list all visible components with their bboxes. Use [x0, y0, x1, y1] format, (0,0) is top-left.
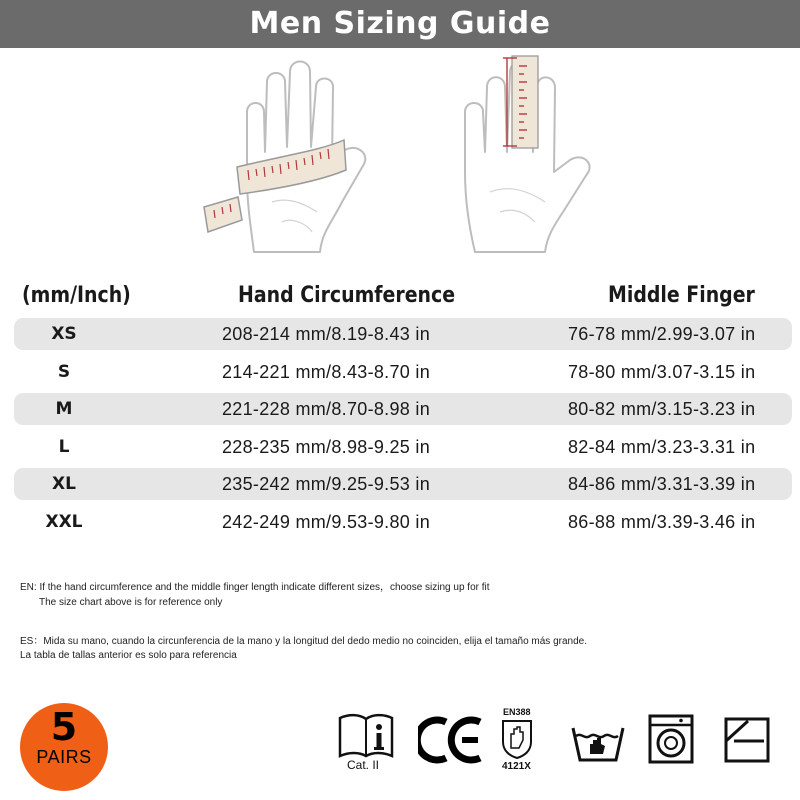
size-label: XXL: [45, 511, 83, 532]
unit-header: (mm/Inch): [22, 283, 131, 308]
finger-value: 86-88 mm/3.39-3.46 in: [568, 511, 756, 532]
finger-value: 76-78 mm/2.99-3.07 in: [568, 324, 756, 344]
note-english-reference: The size chart above is for reference only: [39, 597, 223, 608]
tumble-dry-icon: [724, 717, 770, 763]
note-spanish-reference: La tabla de tallas anterior es solo para referencia: [20, 650, 237, 661]
table-row: [14, 318, 792, 350]
pairs-badge: [20, 703, 108, 791]
finger-value: 82-84 mm/3.23-3.31 in: [568, 436, 756, 457]
en388-shield-icon: [500, 718, 534, 760]
circumference-value: 208-214 mm/8.19-8.43 in: [222, 324, 431, 344]
machine-wash-icon: [648, 714, 694, 764]
size-label: XL: [52, 474, 76, 494]
table-row: [14, 393, 792, 425]
size-table: [14, 318, 792, 543]
table-row: [14, 468, 792, 500]
middle-finger-header: Middle Finger: [608, 283, 755, 308]
circumference-value: 221-228 mm/8.70-8.98 in: [222, 399, 431, 419]
cat-label: Cat. II: [347, 758, 380, 772]
middle-finger-measure-illustration: [455, 52, 603, 264]
note-english: EN: If the hand circumference and the middle finger length indicate different sizes，choose sizing up for fit: [20, 582, 490, 593]
hand-circumference-header: Hand Circumference: [238, 283, 456, 308]
finger-value: 80-82 mm/3.15-3.23 in: [568, 399, 756, 419]
size-label: L: [58, 436, 70, 457]
size-label: XS: [51, 324, 77, 344]
table-row: [14, 431, 792, 463]
page-title: Men Sizing Guide: [0, 0, 800, 48]
en388-label: EN388: [503, 707, 531, 717]
size-label: M: [55, 399, 73, 419]
hand-circumference-illustration: [192, 52, 382, 264]
en388-code: 4121X: [502, 761, 531, 772]
table-row: [14, 356, 792, 388]
finger-value: 78-80 mm/3.07-3.15 in: [568, 361, 756, 382]
size-label: S: [57, 361, 71, 382]
pairs-label: PAIRS: [36, 747, 92, 767]
note-spanish: ES：Mida su mano, cuando la circunferencia de la mano y la longitud del dedo medio no coinciden, elija el tamaño más grande.: [20, 636, 588, 647]
info-manual-icon: [337, 712, 395, 758]
hand-wash-icon: [570, 718, 626, 764]
table-row: [14, 506, 792, 538]
pairs-count: 5: [50, 705, 78, 749]
ce-mark-icon: [418, 716, 484, 764]
circumference-value: 214-221 mm/8.43-8.70 in: [222, 361, 431, 382]
circumference-value: 228-235 mm/8.98-9.25 in: [222, 436, 431, 457]
circumference-value: 235-242 mm/9.25-9.53 in: [222, 474, 431, 494]
circumference-value: 242-249 mm/9.53-9.80 in: [222, 511, 431, 532]
finger-value: 84-86 mm/3.31-3.39 in: [568, 474, 756, 494]
